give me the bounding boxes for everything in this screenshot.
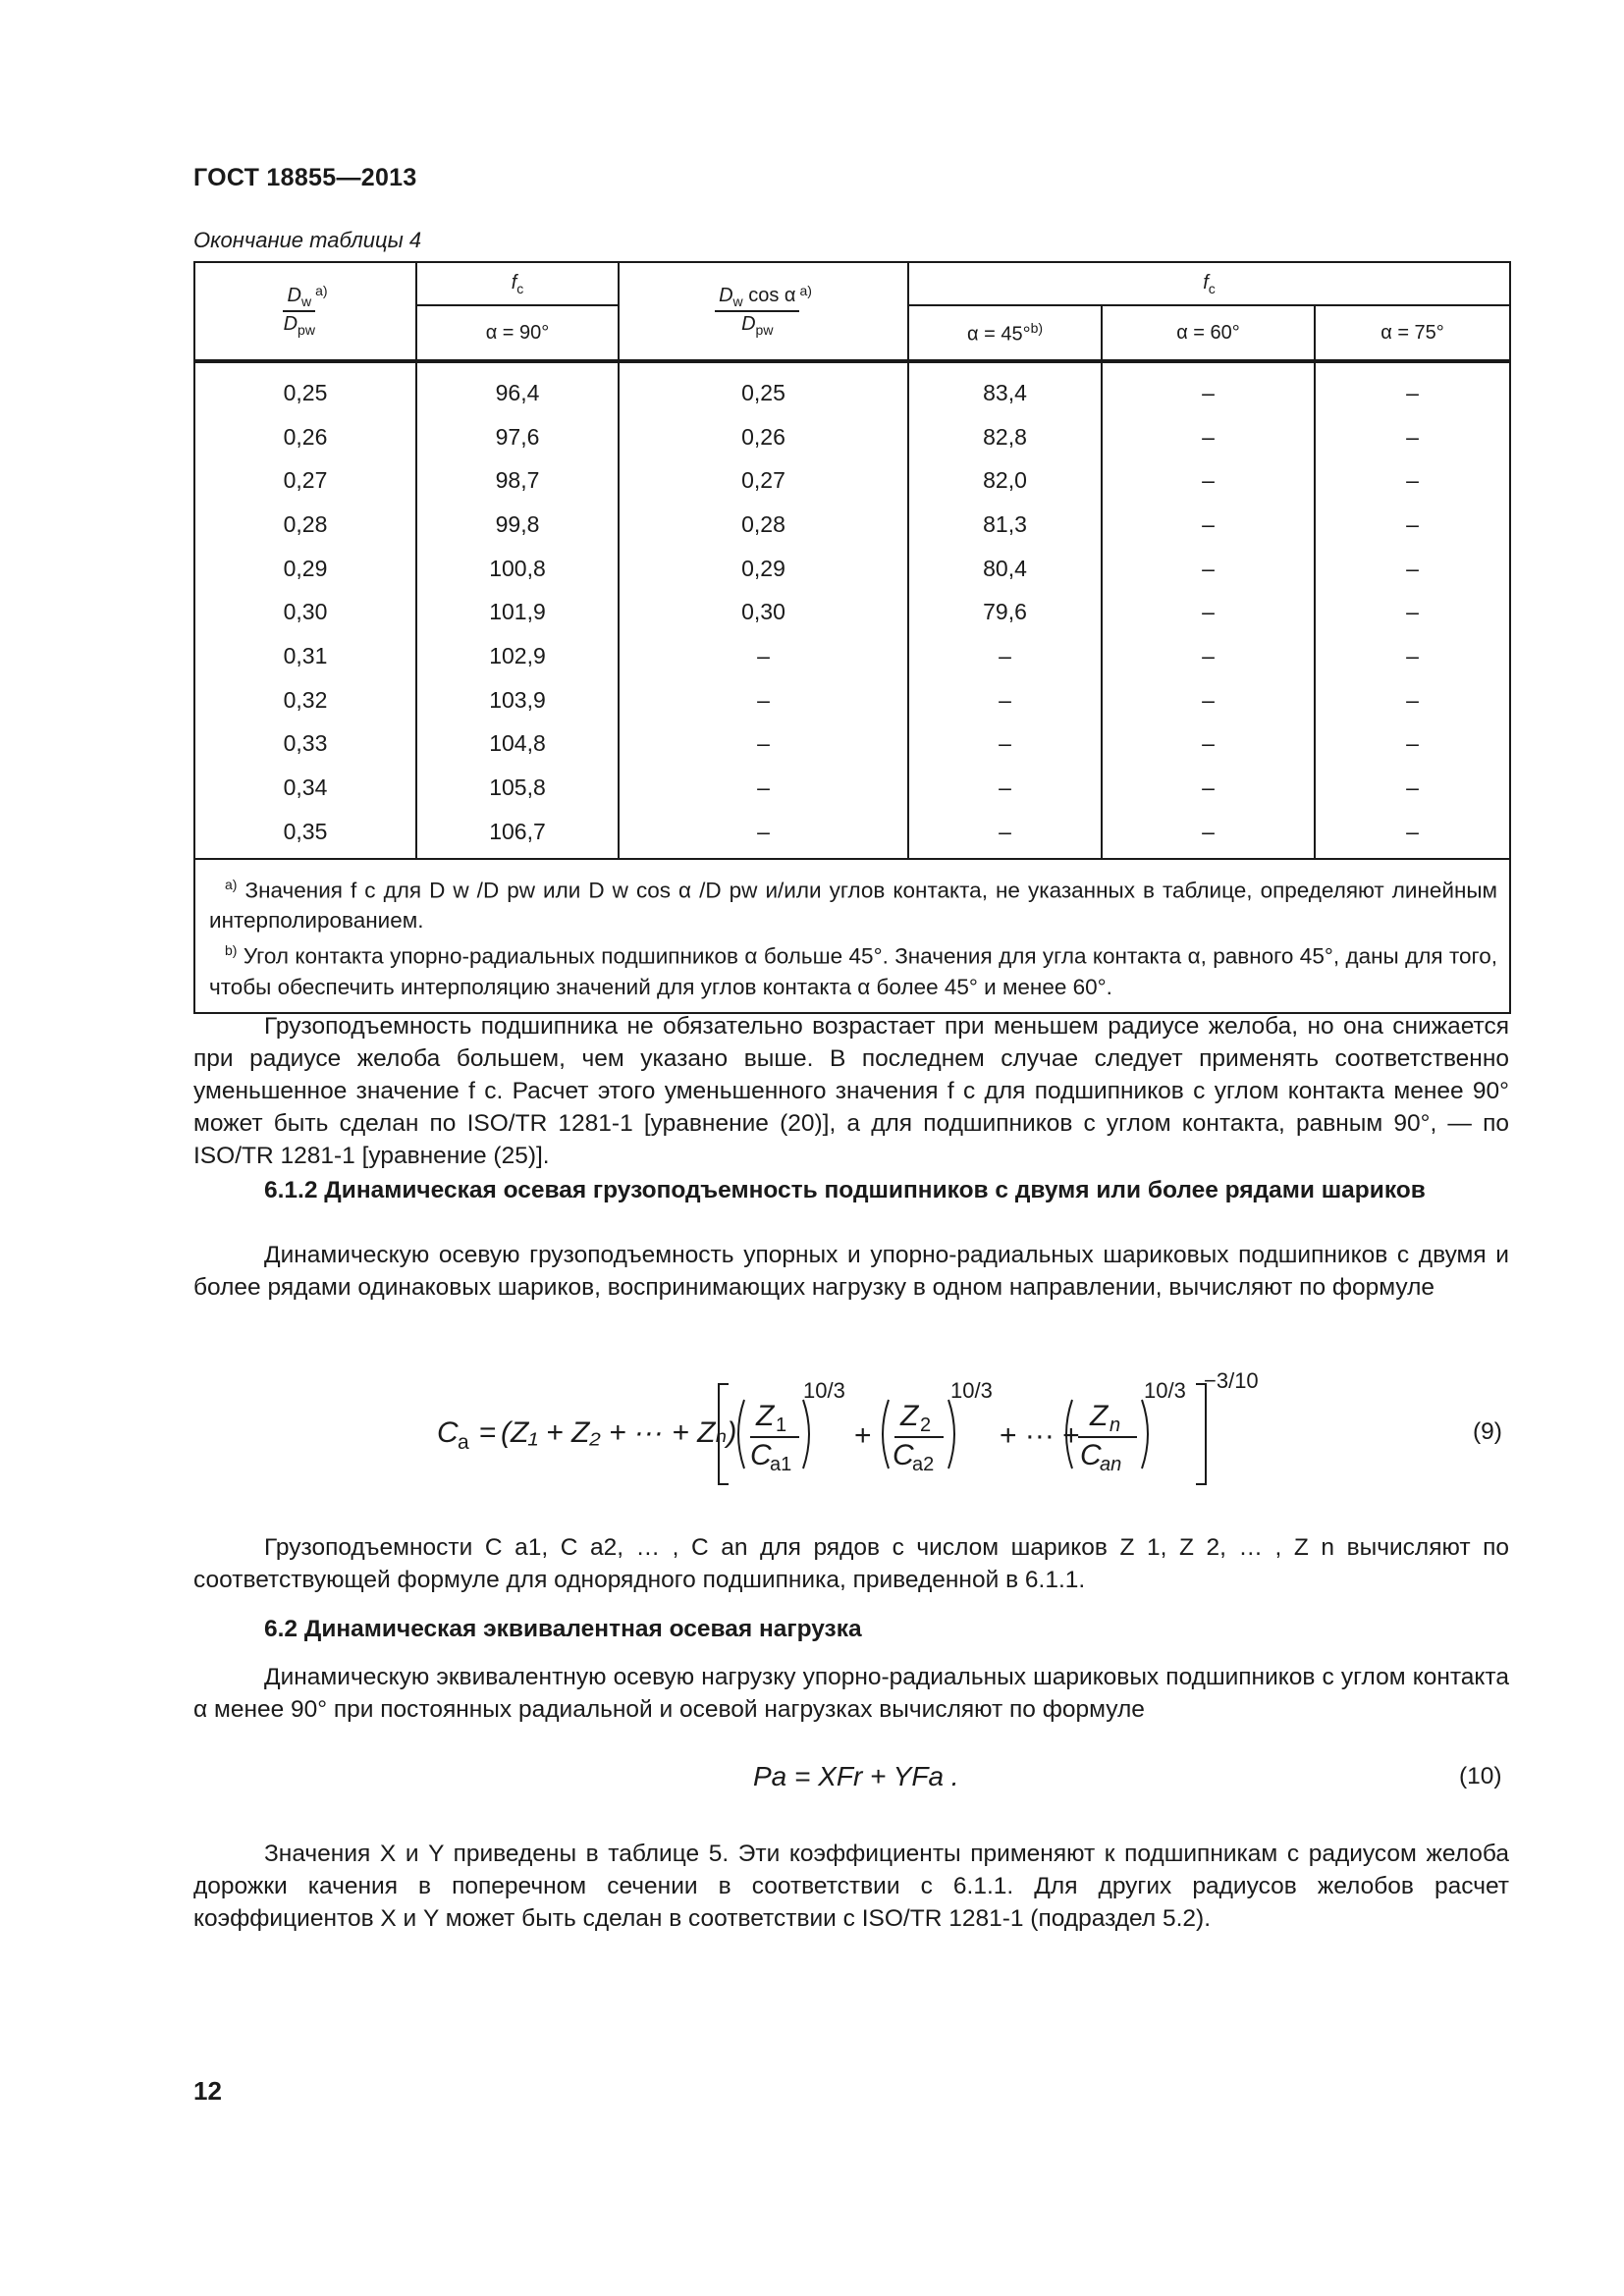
table-cell: – [1102,810,1315,859]
table-cell: 0,35 [194,810,416,859]
table-cell: – [1315,766,1510,810]
table-cell: – [1315,503,1510,547]
header-alpha-45: α = 45°$^{b)}$ [908,305,1102,361]
f9-eq: = [479,1416,497,1449]
table-row [194,361,1510,415]
table-cell: 0,34 [194,766,416,810]
header-alpha-90: α = 90° [416,305,619,361]
table-row [194,415,1510,459]
table-cell: – [1102,547,1315,591]
header-alpha-60: α = 60° [1102,305,1315,361]
table-cell: – [1102,766,1315,810]
heading-6-1-2: 6.1.2 Динамическая осевая грузоподъемность подшипников с двумя или более рядами шариков [264,1177,1426,1203]
table-caption: Окончание таблицы 4 [193,228,422,252]
table-cell: – [1315,458,1510,503]
table-cell: – [619,766,908,810]
svg-text:+ ··· +: + ··· + [1000,1419,1080,1452]
table-cell: – [1315,361,1510,415]
table-row [194,678,1510,722]
header-fc-2: $f_c$ [908,262,1510,305]
table-cell: – [619,810,908,859]
f9-tn-den: C [1080,1439,1102,1471]
table-cell: – [1102,722,1315,767]
table-cell: – [1315,547,1510,591]
f9-sum: (Z₁ + Z₂ + ··· + Zₙ) [501,1416,737,1449]
table-row [194,634,1510,678]
f9-t1-den: C [750,1439,772,1471]
table-row [194,590,1510,634]
table-cell: 82,0 [908,458,1102,503]
table-cell: – [1102,415,1315,459]
table-cell: 82,8 [908,415,1102,459]
table-cell: 0,26 [194,415,416,459]
table-cell: 100,8 [416,547,619,591]
equation-number-9: (9) [1473,1418,1502,1445]
table-body [194,361,1510,859]
table-cell: 0,26 [619,415,908,459]
table-cell: – [1102,458,1315,503]
paragraph-4: Динамическую эквивалентную осевую нагрузку упорно-радиальных шариковых подшипников с углом контакта α менее 90° при постоянных радиальной и осевой нагрузках вычисляют по формуле [193,1664,1509,1723]
table-cell: 98,7 [416,458,619,503]
table-cell: – [619,722,908,767]
header-fc-1: $f_c$ [416,262,619,305]
svg-text:a1: a1 [770,1454,792,1475]
svg-text:1: 1 [776,1415,787,1436]
table-cell: – [908,634,1102,678]
f9-t2-exp: 10/3 [950,1378,993,1403]
table-cell: 0,32 [194,678,416,722]
table-cell: 101,9 [416,590,619,634]
table-cell: 105,8 [416,766,619,810]
table-cell: 102,9 [416,634,619,678]
table-cell: 0,27 [619,458,908,503]
table-row [194,766,1510,810]
fraction-dw-cos-dpw: $\frac{D_w \cos \alpha}{D_{pw}}$ [715,285,799,338]
table-cell: – [1315,634,1510,678]
formula-9 [422,1364,1306,1492]
table-cell: 0,29 [194,547,416,591]
table-cell: – [1102,361,1315,415]
table-cell: 104,8 [416,722,619,767]
paragraph-3: Грузоподъемности C a1, C a2, … , C an для рядов с числом шариков Z 1, Z 2, … , Z n вычисляют по соответствующей формуле для однорядного подшипника, приведенной в 6.1.1. [193,1534,1509,1593]
table-row [194,547,1510,591]
table-cell: 0,29 [619,547,908,591]
table-cell: 103,9 [416,678,619,722]
svg-text:+: + [854,1419,872,1452]
table-cell: – [619,634,908,678]
fraction-dw-dpw: $\frac{D_w}{D_{pw}}$ [283,285,315,338]
f9-tn-exp: 10/3 [1144,1378,1186,1403]
svg-text:n: n [1110,1415,1121,1436]
table-cell: 0,33 [194,722,416,767]
table-cell: 96,4 [416,361,619,415]
table-cell: – [1102,678,1315,722]
table-row [194,722,1510,767]
header-dw-dpw: $\frac{D_w}{D_{pw}}$ $^{a)}$ [194,262,416,361]
table-cell: – [1315,810,1510,859]
table-cell: – [1315,415,1510,459]
svg-text:2: 2 [920,1415,932,1436]
paragraph-5: Значения X и Y приведены в таблице 5. Эти коэффициенты применяют к подшипникам с радиусом желоба дорожки качения в поперечном сечении в соответствии с 6.1.1. Для других радиусов желобов расчет коэффициентов X и Y может быть сделан в соответствии с ISO/TR 1281-1 (подраздел 5.2). [193,1841,1509,1932]
table-cell: – [908,766,1102,810]
f9-t2-num: Z [900,1400,919,1432]
f9-outer-exp: −3/10 [1204,1368,1259,1393]
f9-tn-num: Z [1090,1400,1109,1432]
f9-lhs: C [437,1416,459,1449]
table-cell: 0,31 [194,634,416,678]
table-cell: 106,7 [416,810,619,859]
f9-t2-den: C [893,1439,914,1471]
f9-t1-num: Z [756,1400,775,1432]
table-cell: – [1102,634,1315,678]
table-cell: – [1102,590,1315,634]
table-row [194,503,1510,547]
table-cell: 0,25 [194,361,416,415]
svg-text:a2: a2 [912,1454,935,1475]
page-number: 12 [193,2076,222,2106]
heading-6-2: 6.2 Динамическая эквивалентная осевая нагрузка [264,1616,862,1642]
note-a: $^{a)}$ Значения f c для D w /D pw или D w cos α /D pw и/или углов контакта, не указанных в таблице, определяют линейным интерполированием. [209,876,1498,934]
table-cell: 0,25 [619,361,908,415]
table-notes [194,859,1510,1013]
table-cell: 0,30 [194,590,416,634]
table-row [194,458,1510,503]
table-row [194,810,1510,859]
table-cell: – [619,678,908,722]
table-cell: 0,30 [619,590,908,634]
table-cell: 80,4 [908,547,1102,591]
table-cell: 83,4 [908,361,1102,415]
table-cell: – [908,678,1102,722]
table-cell: – [908,810,1102,859]
f9-lhs-sub: a [458,1431,469,1454]
table-cell: 0,28 [194,503,416,547]
table-cell: 0,28 [619,503,908,547]
equation-number-10: (10) [1459,1763,1502,1789]
paragraph-2: Динамическую осевую грузоподъемность упорных и упорно-радиальных шариковых подшипников с двумя и более рядами одинаковых шариков, воспринимающих нагрузку в одном направлении, вычисляют по формуле [193,1242,1509,1301]
table-cell: – [1315,678,1510,722]
note-b: $^{b)}$ Угол контакта упорно-радиальных подшипников α больше 45°. Значения для угла контакта α, равного 45°, даны для того, чтобы обеспечить интерполяцию значений для углов контакта α более 45° и менее 60°. [209,942,1498,999]
table-cell: 81,3 [908,503,1102,547]
table-cell: 79,6 [908,590,1102,634]
paragraph-1: Грузоподъемность подшипника не обязательно возрастает при меньшем радиусе желоба, но она снижается при радиусе желоба большем, чем указано выше. В последнем случае следует применять соответственно уменьшенное значение f c. Расчет этого уменьшенного значения f c для подшипников с углом контакта менее 90° может быть сделан по ISO/TR 1281-1 [уравнение (20)], а для подшипников с углом контакта, равным 90°, — по ISO/TR 1281-1 [уравнение (25)]. [193,1013,1509,1169]
table-4 [193,261,1511,1014]
table-cell: – [1102,503,1315,547]
f9-t1-exp: 10/3 [803,1378,845,1403]
table-cell: 99,8 [416,503,619,547]
table-cell: 0,27 [194,458,416,503]
table-cell: 97,6 [416,415,619,459]
document-code: ГОСТ 18855—2013 [193,164,417,191]
svg-text:an: an [1100,1454,1122,1475]
formula-10: Pa = XFr + YFa . [753,1761,959,1791]
table-cell: – [908,722,1102,767]
header-dw-cos-dpw: $\frac{D_w \cos \alpha}{D_{pw}}$ $^{a)}$ [619,262,908,361]
header-alpha-75: α = 75° [1315,305,1510,361]
table-cell: – [1315,590,1510,634]
table-cell: – [1315,722,1510,767]
